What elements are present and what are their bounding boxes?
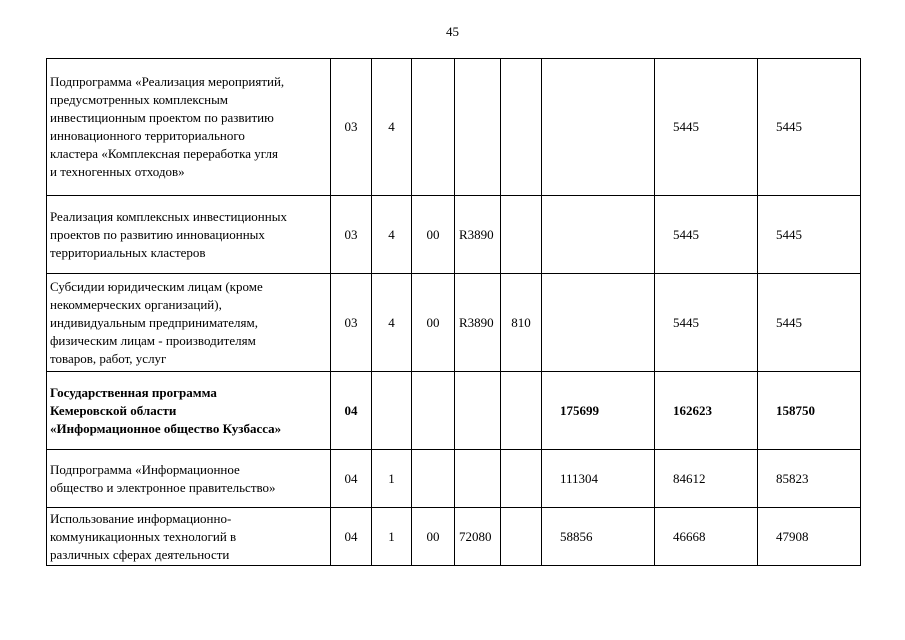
page-number: 45 (446, 24, 459, 39)
direction-code-cell (455, 450, 501, 508)
subprogram-code-cell (372, 372, 412, 450)
subprogram-code-cell: 4 (372, 196, 412, 274)
subprogram-code-cell: 1 (372, 450, 412, 508)
amount-year1-cell (542, 274, 655, 372)
amount-year3-cell: 5445 (758, 196, 861, 274)
main-activity-code-cell (412, 372, 455, 450)
row-name-cell: Государственная программа Кемеровской области «Информационное общество Кузбасса» (47, 372, 331, 450)
section-code-cell: 04 (331, 450, 372, 508)
amount-year2-cell: 5445 (655, 196, 758, 274)
amount-year3-cell: 158750 (758, 372, 861, 450)
expense-type-cell (501, 450, 542, 508)
amount-year3-cell: 85823 (758, 450, 861, 508)
expense-type-cell (501, 59, 542, 196)
amount-year1-cell: 58856 (542, 508, 655, 566)
amount-year1-cell (542, 59, 655, 196)
section-code-cell: 03 (331, 59, 372, 196)
amount-year2-cell: 46668 (655, 508, 758, 566)
expense-type-cell: 810 (501, 274, 542, 372)
section-code-cell: 04 (331, 508, 372, 566)
main-activity-code-cell: 00 (412, 274, 455, 372)
subprogram-code-cell: 1 (372, 508, 412, 566)
expense-type-cell (501, 196, 542, 274)
direction-code-cell: R3890 (455, 196, 501, 274)
amount-year3-cell: 5445 (758, 274, 861, 372)
row-name-cell: Реализация комплексных инвестиционных проектов по развитию инновационных территориальных кластеров (47, 196, 331, 274)
table-row (47, 196, 861, 274)
budget-table (46, 58, 861, 566)
row-name-cell: Подпрограмма «Информационное общество и электронное правительство» (47, 450, 331, 508)
table-row (47, 450, 861, 508)
row-name-cell: Субсидии юридическим лицам (кроме некоммерческих организаций), индивидуальным предпринимателям, физическим лицам - производителям товаров, работ, услуг (47, 274, 331, 372)
amount-year2-cell: 5445 (655, 274, 758, 372)
table-row (47, 59, 861, 196)
table-row (47, 372, 861, 450)
expense-type-cell (501, 372, 542, 450)
row-name-cell: Использование информационно- коммуникационных технологий в различных сферах деятельности (47, 508, 331, 566)
table-row (47, 508, 861, 566)
amount-year1-cell (542, 196, 655, 274)
row-name-cell: Подпрограмма «Реализация мероприятий, предусмотренных комплексным инвестиционным проектом по развитию инновационного территориального кластера «Комплексная переработка угля и техногенных отходов» (47, 59, 331, 196)
direction-code-cell (455, 372, 501, 450)
amount-year2-cell: 162623 (655, 372, 758, 450)
main-activity-code-cell: 00 (412, 508, 455, 566)
subprogram-code-cell: 4 (372, 59, 412, 196)
amount-year2-cell: 5445 (655, 59, 758, 196)
amount-year3-cell: 47908 (758, 508, 861, 566)
amount-year2-cell: 84612 (655, 450, 758, 508)
main-activity-code-cell: 00 (412, 196, 455, 274)
section-code-cell: 03 (331, 274, 372, 372)
expense-type-cell (501, 508, 542, 566)
table-row (47, 274, 861, 372)
section-code-cell: 03 (331, 196, 372, 274)
direction-code-cell: R3890 (455, 274, 501, 372)
amount-year1-cell: 111304 (542, 450, 655, 508)
direction-code-cell: 72080 (455, 508, 501, 566)
section-code-cell: 04 (331, 372, 372, 450)
main-activity-code-cell (412, 450, 455, 508)
amount-year3-cell: 5445 (758, 59, 861, 196)
direction-code-cell (455, 59, 501, 196)
main-activity-code-cell (412, 59, 455, 196)
amount-year1-cell: 175699 (542, 372, 655, 450)
subprogram-code-cell: 4 (372, 274, 412, 372)
